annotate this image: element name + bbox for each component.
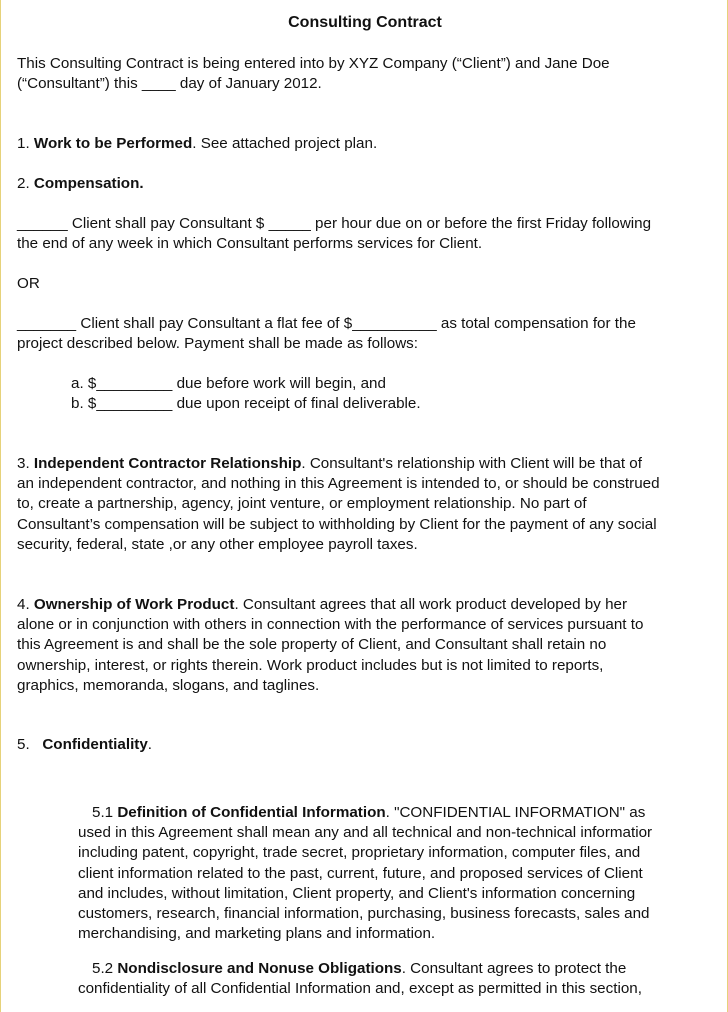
section-5-1-line: including patent, copyright, trade secret, proprietary information, computer files, and (78, 844, 641, 862)
section-1-number: 1. (17, 135, 34, 152)
section-5-heading: Confidentiality (42, 736, 148, 753)
section-1 (17, 134, 728, 154)
section-2-heading: Compensation. (33, 175, 144, 192)
section-3-line: security, federal, state ,or any other employee payroll taxes. (17, 535, 418, 553)
section-2-heading-line (17, 174, 728, 194)
section-4-number: 4. (17, 596, 34, 613)
intro-line: This Consulting Contract is being entered into by XYZ Company (“Client”) and Jane Doe (17, 55, 610, 72)
section-4-line: alone or in conjunction with others in connection with the performance of services pursuant to (17, 616, 644, 634)
section-1-text: . See attached project plan. (192, 135, 378, 152)
intro-paragraph (17, 54, 728, 94)
section-2-or (17, 274, 728, 294)
section-1-line (17, 134, 728, 154)
section-3-first: . Consultant's relationship with Client will be that of (301, 455, 642, 472)
section-4-first: . Consultant agrees that all work product developed by her (234, 596, 628, 613)
section-3-heading: Independent Contractor Relationship (33, 455, 302, 472)
payment-list (71, 374, 728, 414)
section-3-line: Consultant’s compensation will be subject to withholding by Client for the payment of any social (17, 515, 657, 533)
payment-item: a. $_________ due before work will begin, and (71, 375, 386, 392)
flat-line: project described below. Payment shall be made as follows: (17, 335, 418, 353)
section-5-1 (78, 803, 728, 944)
section-2-hourly-option (17, 214, 728, 254)
section-4-line: graphics, memoranda, slogans, and taglines. (17, 676, 320, 694)
section-5-1-heading: Definition of Confidential Information (117, 804, 386, 821)
section-1-heading: Work to be Performed (33, 135, 193, 152)
section-5-1-line: used in this Agreement shall mean any and all technical and non-technical informatior (78, 824, 653, 842)
section-5-2-first: . Consultant agrees to protect the (401, 960, 627, 977)
section-5-1-line: client information related to the past, current, future, and proposed services of Client (78, 864, 643, 882)
section-5-1-line: and includes, without limitation, Client property, and Client's information concerning (78, 884, 636, 902)
section-5 (17, 735, 728, 755)
section-5-number: 5. (17, 736, 43, 753)
document-title: Consulting Contract (288, 14, 442, 31)
section-3 (17, 454, 728, 555)
flat-line: _______ Client shall pay Consultant a flat fee of $__________ as total compensation for the (17, 315, 636, 332)
section-3-number: 3. (17, 455, 34, 472)
section-5-1-number: 5.1 (92, 804, 118, 821)
section-4 (17, 595, 728, 696)
section-5-1-line: customers, research, financial information, purchasing, business forecasts, sales and (78, 905, 650, 923)
section-3-line: an independent contractor, and nothing in this Agreement is intended to, or should be construed (17, 475, 660, 493)
section-4-line: ownership, interest, or rights therein. Work product includes but is not limited to reports, (17, 656, 604, 674)
section-5-2-line: confidentiality of all Confidential Information and, except as permitted in this section, (78, 980, 642, 998)
hourly-line: the end of any week in which Consultant performs services for Client. (17, 235, 483, 253)
section-5-1-line: merchandising, and marketing plans and information. (78, 925, 436, 943)
or-text: OR (17, 275, 40, 292)
payment-item: b. $_________ due upon receipt of final deliverable. (71, 395, 421, 413)
section-5-2-heading: Nondisclosure and Nonuse Obligations (117, 960, 402, 977)
section-2-flat-option (17, 314, 728, 354)
hourly-line: ______ Client shall pay Consultant $ _____ per hour due on or before the first Friday following (17, 215, 652, 232)
section-3-line: to, create a partnership, agency, joint venture, or employment relationship. No part of (17, 495, 587, 513)
section-5-2 (78, 959, 728, 999)
section-4-line: this Agreement is and shall be the sole property of Client, and Consultant shall retain no (17, 636, 607, 654)
section-2-number: 2. (17, 175, 34, 192)
section-5-tail: . (147, 736, 153, 753)
section-5-1-first: . "CONFIDENTIAL INFORMATION" as (385, 804, 646, 821)
section-4-heading: Ownership of Work Product (33, 596, 235, 613)
section-5-2-number: 5.2 (92, 960, 118, 977)
intro-line: (“Consultant”) this ____ day of January 2012. (17, 75, 322, 93)
